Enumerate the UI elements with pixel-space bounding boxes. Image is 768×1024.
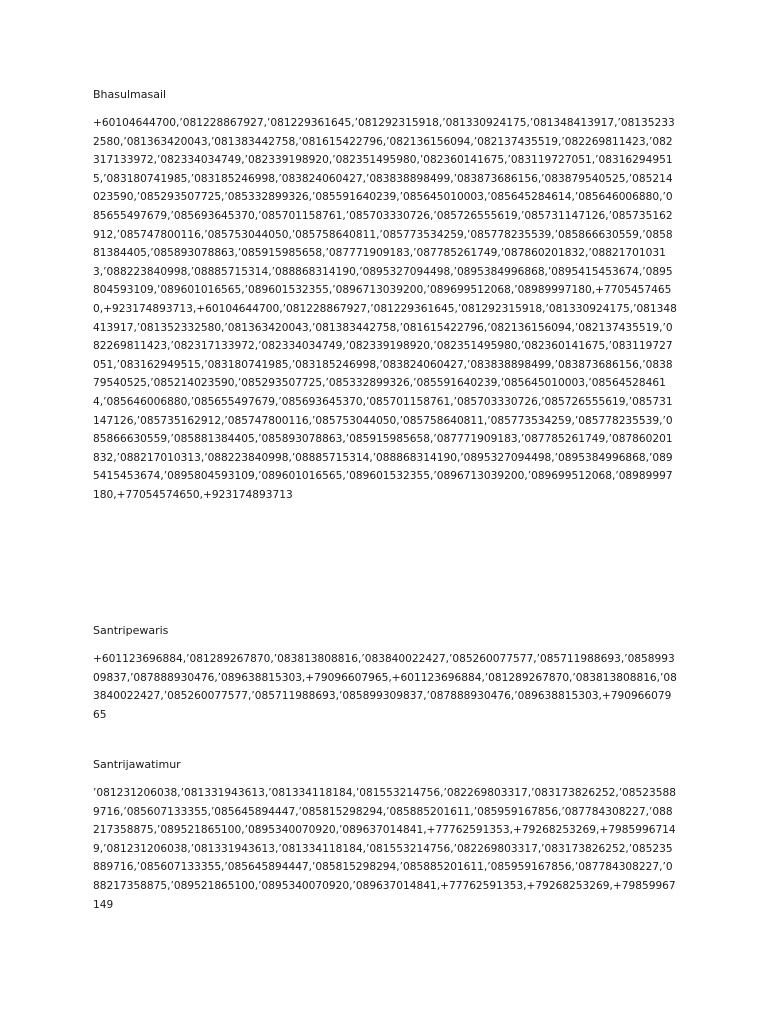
section-bhasulmasail <box>93 88 677 504</box>
section-title: Santripewaris <box>93 624 169 637</box>
phone-number-list: +601123696884,’081289267870,’083813808816,’083840022427,’085260077577,’085711988693,’085899309837,’087888930476,’089638815303,+79096607965,+601123696884,’081289267870,’083813808816,’083840022427,’085260077577,’085711988693,’085899309837,’087888930476,’089638815303,+79096607965 <box>93 653 677 721</box>
phone-number-list: +60104644700,’081228867927,’081229361645,’081292315918,’081330924175,’081348413917,’081352332580,’081363420043,’081383442758,’081615422796,’082136156094,’082137435519,’082269811423,’082317133972,’082334034749,’082339198920,’082351495980,’082360141675,’083119727051,’083162949515,’083180741985,’083185246998,’083824060427,’083838898499,’083873686156,’083879540525,’085214023590,’085293507725,’085332899326,’085591640239,’085645010003,’085645284614,’085646006880,’085655497679,’085693645370,’085701158761,’085703330726,’085726555619,’085731147126,’085735162912,’085747800116,’085753044050,’085758640811,’085773534259,’085778235539,’085866630559,’085881384405,’085893078863,’085915985658,’087771909183,’087785261749,’087860201832,’088217010313,’088223840998,’08885715314,’088868314190,’0895327094498,’0895384996868,’0895415453674,’0895804593109,’089601016565,’089601532355,’0896713039200,’089699512068,’08989997180,+77054574650,+923174893713,+60104644700,’081228867927,’081229361645,’081292315918,’081330924175,’081348413917,’081352332580,’081363420043,’081383442758,’081615422796,’082136156094,’082137435519,’082269811423,’082317133972,’082334034749,’082339198920,’082351495980,’082360141675,’083119727051,’083162949515,’083180741985,’083185246998,’083824060427,’083838898499,’083873686156,’083879540525,’085214023590,’085293507725,’085332899326,’085591640239,’085645010003,’085645284614,’085646006880,’085655497679,’085693645370,’085701158761,’085703330726,’085726555619,’085731147126,’085735162912,’085747800116,’085753044050,’085758640811,’085773534259,’085778235539,’085866630559,’085881384405,’085893078863,’085915985658,’087771909183,’087785261749,’087860201832,’088217010313,’088223840998,’08885715314,’088868314190,’0895327094498,’0895384996868,’0895415453674,’0895804593109,’089601016565,’089601532355,’0896713039200,’089699512068,’08989997180,+77054574650,+923174893713 <box>93 117 677 501</box>
section-title: Bhasulmasail <box>93 88 167 101</box>
section-santripewaris <box>93 624 677 724</box>
section-santrijawatimur <box>93 758 677 914</box>
phone-number-list: ’081231206038,’081331943613,’081334118184,’081553214756,’082269803317,’083173826252,’085235889716,’085607133355,’085645894447,’085815298294,’085885201611,’085959167856,’087784308227,’088217358875,’089521865100,’0895340070920,’089637014841,+77762591353,+79268253269,+79859967149,’081231206038,’081331943613,’081334118184,’081553214756,’082269803317,’083173826252,’085235889716,’085607133355,’085645894447,’085815298294,’085885201611,’085959167856,’087784308227,’088217358875,’089521865100,’0895340070920,’089637014841,+77762591353,+79268253269,+79859967149 <box>93 787 676 911</box>
section-title: Santrijawatimur <box>93 758 181 771</box>
